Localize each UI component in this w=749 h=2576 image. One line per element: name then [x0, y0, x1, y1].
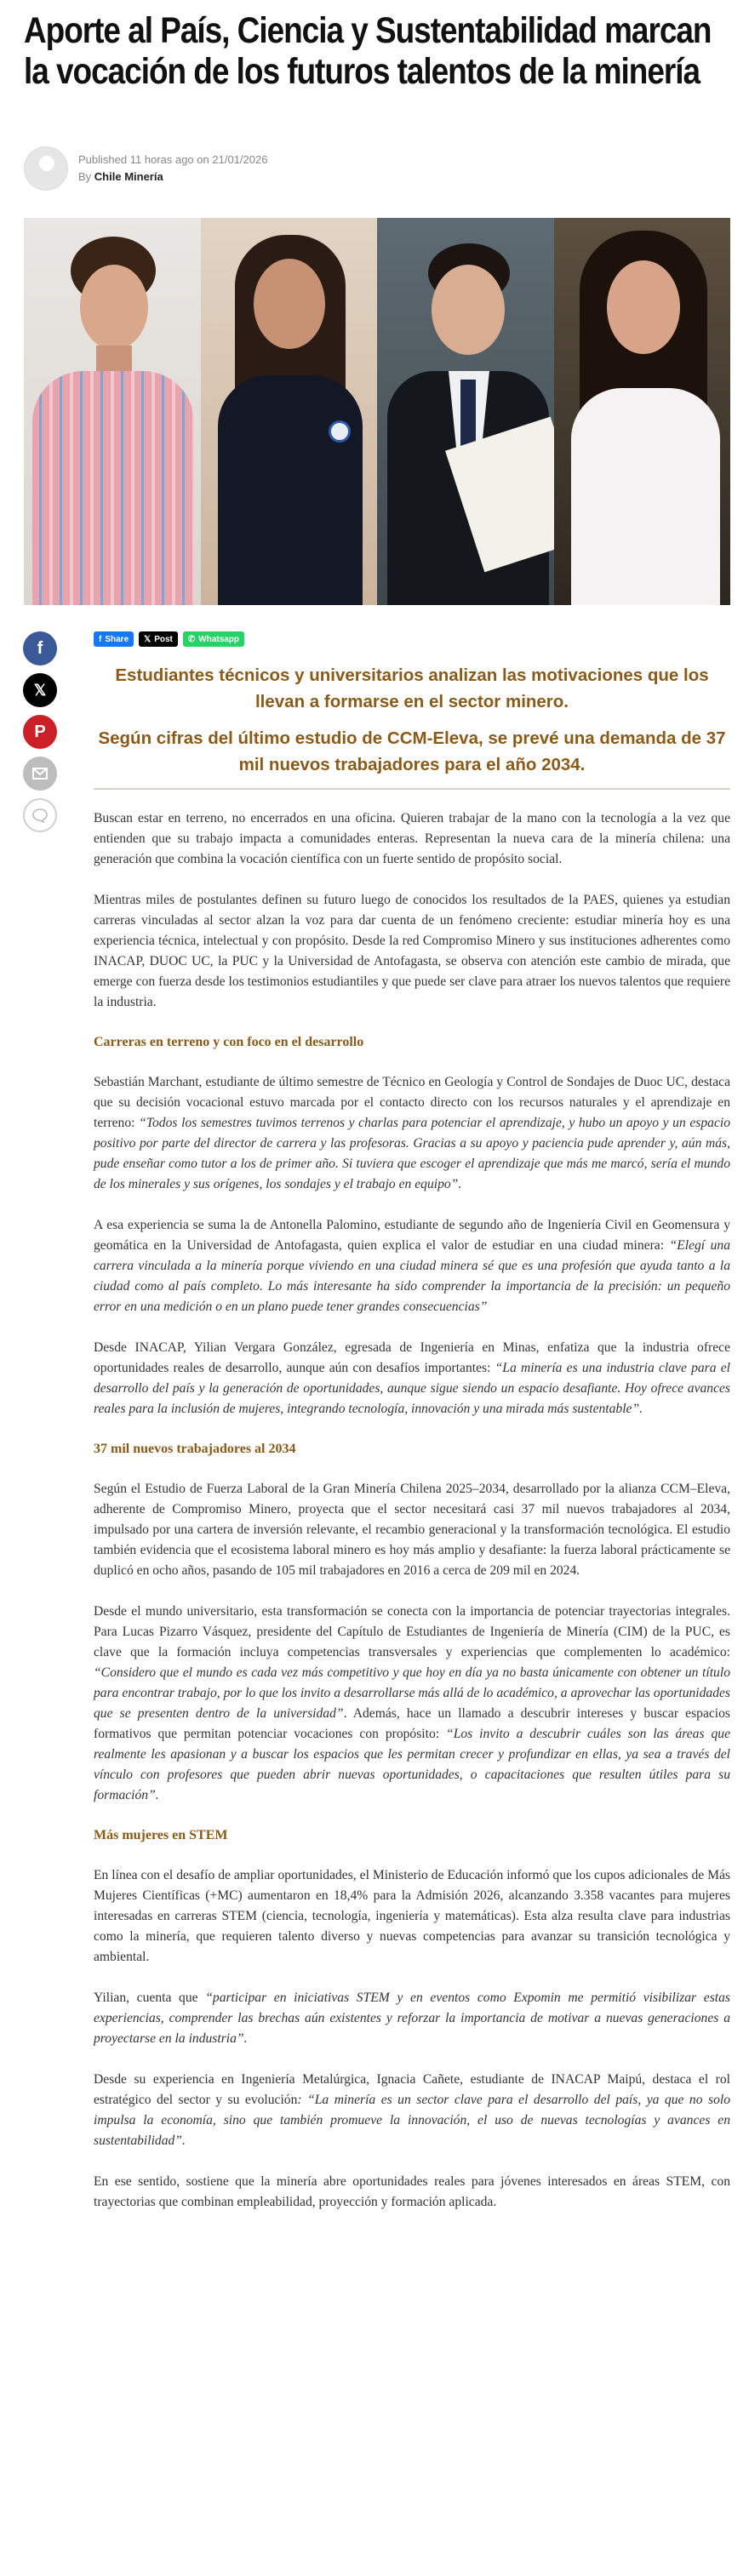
x-icon[interactable]: 𝕏	[23, 673, 57, 707]
quote: “participar en iniciativas STEM y en eventos como Expomin me permitió visibilizar estas experiencias, comprender las brechas aún existentes y reforzar la importancia de motivar a nuevas generaciones a proyectarse en la industria”.	[94, 1991, 730, 2046]
publish-info: Published 11 horas ago on 21/01/2026	[78, 153, 268, 166]
paragraph: A esa experiencia se suma la de Antonella Palomino, estudiante de segundo año de Ingeniería Civil en Geomensura y geomática en la Universidad de Antofagasta, quien explica el valor de estudiar en una ciudad minera: “Elegí una carrera vinculada a la minería porque viviendo en una ciudad minera sé que es una profesión que ayuda tanto a la ciudad como al país completo. Lo más interesante ha sido comprender la importancia de la precisión: un pequeño error en una medición o en un plano puede tener grandes consecuencias”	[94, 1218, 731, 1314]
section-heading: Carreras en terreno y con foco en el desarrollo	[94, 1035, 364, 1049]
quote: “Todos los semestres tuvimos terrenos y charlas para potenciar el aprendizaje, y hubo un apoyo y un espacio positivo por parte del director de carrera y las profesoras. Gracias a su apoyo y paciencia pude aprender y, aún más, pude enseñar como tutor a los de primer año. Si tuviera que escoger el aprendizaje que más me marcó, sería el mundo de los minerales y sus orígenes, los sondajes y el trabajo en equipo”.	[94, 1116, 730, 1191]
photo-student-1	[24, 218, 201, 605]
author-avatar[interactable]	[24, 146, 68, 191]
hero-image	[24, 218, 730, 605]
pinterest-icon[interactable]: P	[23, 715, 57, 749]
paragraph: En ese sentido, sostiene que la minería abre oportunidades reales para jóvenes interesados en áreas STEM, con trayectorias que combinan empleabilidad, proyección y formación aplicada.	[94, 2174, 730, 2209]
inline-share-buttons	[94, 631, 244, 647]
quote: “Considero que el mundo es cada vez más competitivo y que hoy en día ya no basta únicamente con obtener un título para encontrar trabajo, por lo que los invito a desarrollarse más allá de lo académico, a aprovechar las oportunidades que se presenten dentro de la universidad”	[94, 1665, 730, 1721]
paragraph: Desde su experiencia en Ingeniería Metalúrgica, Ignacia Cañete, estudiante de INACAP Maipú, destaca el rol estratégico del sector y su evolución: “La minería es un sector clave para el desarrollo del país, ya que no solo impulsa la economía, sino que también promueve la innovación, el uso de nuevas tecnologías y avances en sustentabilidad”.	[94, 2072, 730, 2148]
lead-paragraph: Según cifras del último estudio de CCM-Eleva, se prevé una demanda de 37 mil nuevos trabajadores para el año 2034.	[98, 728, 726, 774]
author-link[interactable]: Chile Minería	[94, 170, 163, 183]
quote: “Los invito a descubrir cuáles son las áreas que realmente les apasionan y a buscar los espacios que les permitan crecer y profundizar en ellas, ya sea a través del vínculo con profesores que pueden abrir nuevas oportunidades, o capacitaciones que resulten útiles para su formación”.	[94, 1727, 730, 1802]
paragraph: Buscan estar en terreno, no encerrados en una oficina. Quieren trabajar de la mano con la tecnología a la vez que entienden que su trabajo impacta a comunidades enteras. Representan la nueva cara de la minería chilena: una generación que combina la vocación científica con un fuerte sentido de propósito social.	[94, 811, 730, 866]
photo-student-4	[554, 218, 731, 605]
paragraph: Yilian, cuenta que “participar en iniciativas STEM y en eventos como Expomin me permitió visibilizar estas experiencias, comprender las brechas aún existentes y reforzar la importancia de motivar a nuevas generaciones a proyectarse en la industria”.	[94, 1991, 730, 2046]
quote: “Elegí una carrera vinculada a la minería porque viviendo en una ciudad minera sé que es una profesión que ayuda tanto a la ciudad como al país completo. Lo más interesante ha sido comprender la importancia de la precisión: un pequeño error en una medición o en un plano puede tener grandes consecuencias”	[94, 1238, 731, 1314]
paragraph: En línea con el desafío de ampliar oportunidades, el Ministerio de Educación informó que los cupos adicionales de Más Mujeres Científicas (+MC) aumentaron en 18,4% para la Admisión 2026, alcanzando 3.358 vacantes para mujeres interesadas en carreras STEM (ciencia, tecnología, ingeniería y matemáticas). Esta alza resulta clave para industrias como la minería, que requieren talento diverso y nuevas competencias para avanzar su transición tecnológica y ambiental.	[94, 1868, 730, 1964]
facebook-icon: f	[99, 634, 102, 644]
whatsapp-share-button[interactable]: ✆ Whatsapp	[183, 631, 244, 647]
paragraph: Desde INACAP, Yilian Vergara González, egresada de Ingeniería en Minas, enfatiza que la industria ofrece oportunidades reales de desarrollo, aunque aún con desafíos importantes: “La minería es una industria clave para el desarrollo del país y la generación de oportunidades, aunque sigue siendo un espacio desafiante. Hoy ofrece avances reales para la inclusión de mujeres, integrando tecnología, innovación y una mirada más sustentable”.	[94, 1340, 731, 1416]
x-post-button[interactable]: 𝕏 Post	[139, 631, 178, 647]
x-icon: 𝕏	[144, 634, 152, 644]
share-rail	[23, 631, 59, 840]
whatsapp-icon: ✆	[187, 634, 196, 644]
paragraph: Desde el mundo universitario, esta transformación se conecta con la importancia de potenciar trayectorias integrales. Para Lucas Pizarro Vásquez, presidente del Capítulo de Estudiantes de Ingeniería de Minería (CIM) de la PUC, es clave que la formación incluya competencias transversales y experiencias que complementen lo académico: “Considero que el mundo es cada vez más competitivo y que hoy en día ya no basta únicamente con obtener un título para encontrar trabajo, por lo que los invito a desarrollarse más allá de lo académico, a aprovechar las oportunidades que se presenten dentro de la universidad”. Además, hace un llamado a descubrir intereses y buscar espacios formativos que permitan potenciar vocaciones con propósito: “Los invito a descubrir cuáles son las áreas que realmente les apasionan y a buscar los espacios que les permitan crecer y profundizar en ellas, ya sea a través del vínculo con profesores que pueden abrir nuevas oportunidades, o capacitaciones que resulten útiles para su formación”.	[94, 1604, 730, 1802]
facebook-share-button[interactable]: f Share	[94, 631, 134, 647]
quote: : “La minería es un sector clave para el desarrollo del país, ya que no solo impulsa la economía, sino que también promueve la innovación, el uso de nuevas tecnologías y avances en sustentabilidad”.	[94, 2093, 730, 2148]
article-meta	[24, 145, 267, 192]
article-body	[94, 808, 730, 2213]
mail-icon[interactable]	[23, 757, 57, 791]
lead-paragraph: Estudiantes técnicos y universitarios analizan las motivaciones que los llevan a formarse en el sector minero.	[115, 665, 709, 711]
paragraph: Sebastián Marchant, estudiante de último semestre de Técnico en Geología y Control de Sondajes de Duoc UC, destaca que su decisión vocacional estuvo marcada por el contacto directo con los recursos naturales y el aprendizaje en terreno: “Todos los semestres tuvimos terrenos y charlas para potenciar el aprendizaje, y hubo un apoyo y un espacio positivo por parte del director de carrera y las profesoras. Gracias a su apoyo y paciencia pude aprender y, aún más, pude enseñar como tutor a los de primer año. Si tuviera que escoger el aprendizaje que más me marcó, sería el mundo de los minerales y sus orígenes, los sondajes y el trabajo en equipo”.	[94, 1075, 730, 1191]
comment-icon[interactable]	[23, 798, 57, 832]
facebook-icon[interactable]: f	[23, 631, 57, 665]
photo-student-2	[201, 218, 378, 605]
quote: “La minería es una industria clave para el desarrollo del país y la generación de oportunidades, aunque sigue siendo un espacio desafiante. Hoy ofrece avances reales para la inclusión de mujeres, integrando tecnología, innovación y una mirada más sustentable”.	[94, 1361, 731, 1416]
paragraph: Según el Estudio de Fuerza Laboral de la Gran Minería Chilena 2025–2034, desarrollado por la alianza CCM–Eleva, adherente de Compromiso Minero, proyecta que el sector necesitará casi 37 mil nuevos trabajadores al 2034, impulsado por una cartera de inversión relevante, el recambio generacional y la transformación tecnológica. El estudio también evidencia que el ecosistema laboral minero es hoy más amplio y desafiante: la fuerza laboral prácticamente se duplicó en ocho años, pasando de 105 mil trabajadores en 2016 a cerca de 209 mil en 2024.	[94, 1482, 730, 1578]
paragraph: Mientras miles de postulantes definen su futuro luego de conocidos los resultados de la PAES, quienes ya estudian carreras vinculadas al sector alzan la voz para dar cuenta de un fenómeno creciente: estudiar minería hoy es una experiencia técnica, intelectual y con propósito. Desde la red Compromiso Minero y sus instituciones adherentes como INACAP, DUOC UC, la PUC y la Universidad de Antofagasta, se observa con atención este cambio de mirada, que emerge con fuerza desde los testimonios estudiantiles y que puede ser clave para atraer los nuevos talentos que requiere la industria.	[94, 893, 730, 1009]
section-heading: 37 mil nuevos trabajadores al 2034	[94, 1442, 296, 1456]
byline: By Chile Minería	[78, 170, 163, 183]
section-heading: Más mujeres en STEM	[94, 1828, 228, 1842]
article-lead	[94, 662, 730, 790]
article-content	[94, 662, 730, 2233]
photo-student-3	[377, 218, 554, 605]
article-title: Aporte al País, Ciencia y Sustentabilidad marcan la vocación de los futuros talentos de la minería	[24, 10, 712, 92]
